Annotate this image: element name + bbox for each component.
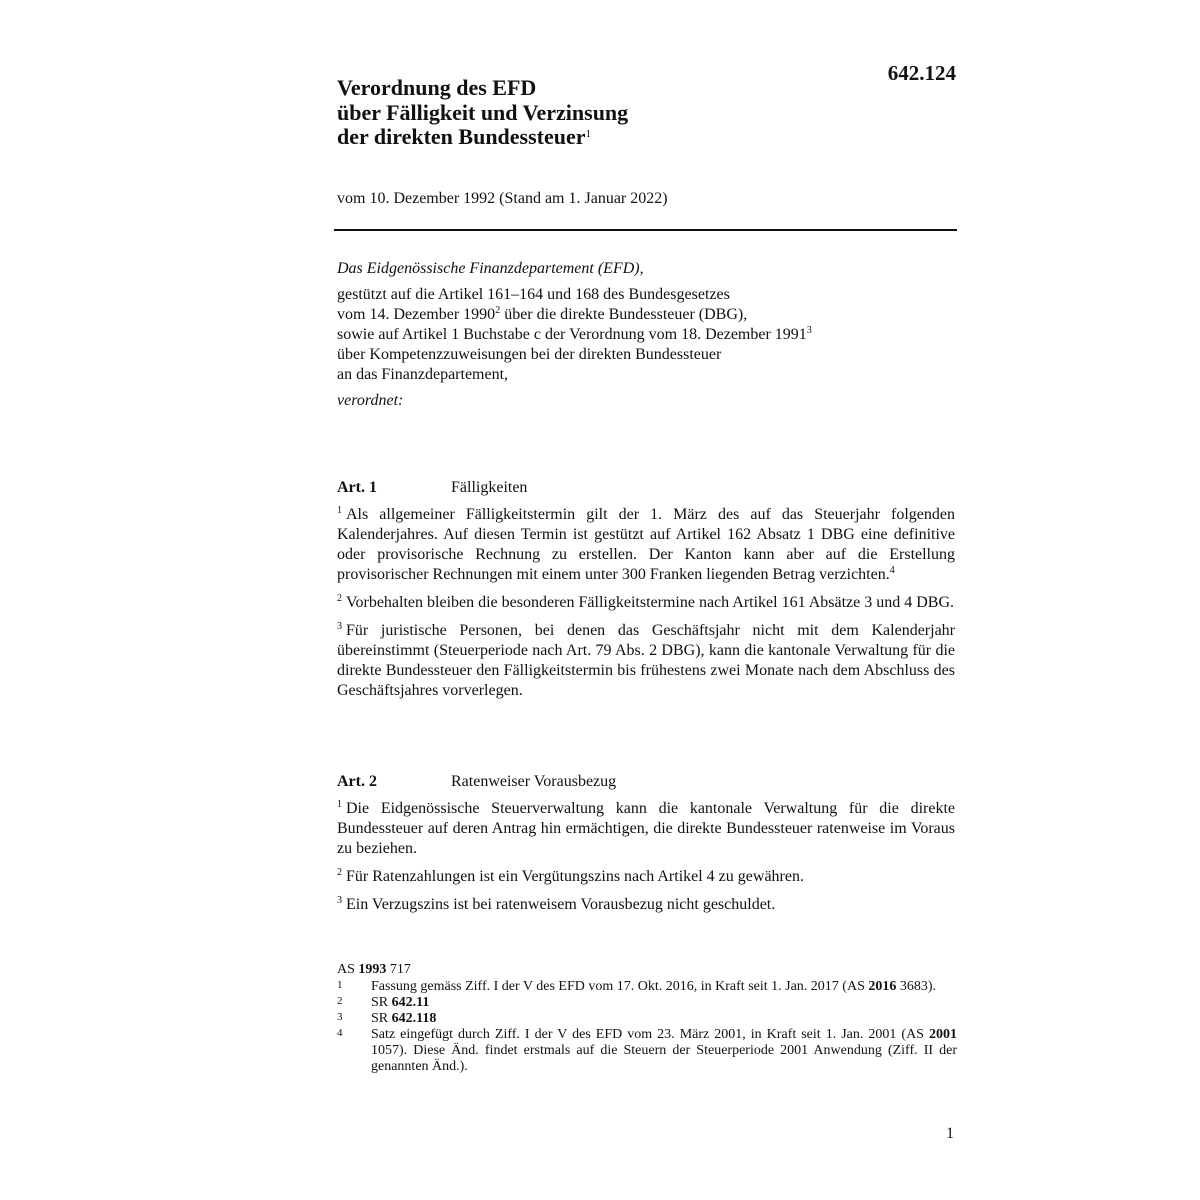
sr-number: 642.124 [887, 61, 956, 85]
footnote-number: 3 [337, 1011, 343, 1023]
article-header [337, 772, 955, 792]
preamble [337, 259, 957, 411]
footnote-text: SR 642.11 [371, 995, 430, 1010]
footnotes [337, 962, 957, 1075]
article-1 [337, 478, 955, 709]
footnote-1 [337, 979, 957, 995]
paragraph-number: 1 [337, 505, 342, 516]
footnote-3 [337, 1011, 957, 1027]
title-line-3: der direkten Bundessteuer$^1$ [337, 124, 592, 149]
paragraph: $^3$ Für juristische Personen, bei denen das Geschäftsjahr nicht mit dem Kalenderjahr übereinstimmt (Steuerperiode nach Art. 79 Abs. 2 DBG), kann die kantonale Verwaltung für die direkte Bundessteuer den Fälligkeitstermin bis frühestens zwei Monate nach dem Abschluss des Geschäftsjahres vorverlegen. [337, 621, 955, 699]
as-reference: AS 1993 717 [337, 962, 411, 977]
article-number: Art. 1 [337, 479, 377, 496]
paragraph-number: 2 [337, 593, 342, 604]
basis-line: an das Finanzdepartement, [337, 366, 509, 383]
title-line-1: Verordnung des EFD [337, 75, 537, 100]
article-2 [337, 772, 955, 923]
date-line: vom 10. Dezember 1992 (Stand am 1. Januar 2022) [337, 190, 668, 207]
paragraph-number: 2 [337, 867, 342, 878]
preamble-verordnet: verordnet: [337, 392, 404, 409]
paragraph: $^1$ Als allgemeiner Fälligkeitstermin gilt der 1. März des auf das Steuerjahr folgenden Kalenderjahres. Auf diesen Termin ist gestützt auf Artikel 162 Absatz 1 DBG eine definitive oder provisorische Rechnung zu erstellen. Der Kanton kann aber auf die Erstellung provisorischer Rechnungen mit einem unter 300 Franken liegenden Betrag verzichten.$^4$ [337, 505, 955, 583]
article-number: Art. 2 [337, 773, 377, 790]
basis-line: über Kompetenzzuweisungen bei der direkten Bundessteuer [337, 346, 722, 363]
basis-line: sowie auf Artikel 1 Buchstabe c der Verordnung vom 18. Dezember 1991$^3$ [337, 325, 812, 343]
paragraph: $^2$ Für Ratenzahlungen ist ein Vergütungszins nach Artikel 4 zu gewähren. [337, 867, 804, 885]
basis-line: gestützt auf die Artikel 161–164 und 168 des Bundesgesetzes [337, 286, 730, 303]
header-rule [334, 229, 957, 231]
title-footnote-ref[interactable]: 1 [585, 128, 592, 140]
footnote-text: SR 642.118 [371, 1011, 437, 1026]
footnote-2 [337, 995, 957, 1011]
paragraph: $^1$ Die Eidgenössische Steuerverwaltung kann die kantonale Verwaltung für die direkte Bundessteuer auf deren Antrag hin ermächtigen, die direkte Bundessteuer ratenweise im Voraus zu beziehen. [337, 799, 955, 857]
footnote-4 [337, 1027, 957, 1075]
footnote-text: Satz eingefügt durch Ziff. I der V des EFD vom 23. März 2001, in Kraft seit 1. Jan. 2001 (AS 2001 1057). Diese Änd. findet erstmals auf die Steuern der Steuerperiode 2001 Anwendung (Ziff. II der genannten Änd.). [371, 1027, 957, 1074]
paragraph: $^2$ Vorbehalten bleiben die besonderen Fälligkeitstermine nach Artikel 161 Absätze 3 und 4 DBG. [337, 593, 955, 611]
title-line-2: über Fälligkeit und Verzinsung [337, 99, 629, 125]
paragraph-number: 1 [337, 799, 342, 810]
footnote-ref-3[interactable]: 3 [806, 325, 812, 336]
footnote-number: 2 [337, 995, 343, 1007]
paragraph-number: 3 [337, 621, 342, 632]
footnote-number: 1 [337, 979, 343, 991]
paragraph-number: 3 [337, 895, 342, 906]
basis-line: vom 14. Dezember 1990$^2$ über die direkte Bundessteuer (DBG), [337, 305, 748, 323]
page-number: 1 [946, 1125, 954, 1142]
preamble-basis [337, 285, 957, 385]
footnote-ref-4[interactable]: 4 [889, 565, 895, 576]
footnote-number: 4 [337, 1027, 343, 1039]
article-heading: Fälligkeiten [451, 479, 528, 496]
footnote-ref-2[interactable]: 2 [495, 305, 501, 316]
document-title [337, 76, 628, 150]
article-heading: Ratenweiser Vorausbezug [451, 773, 617, 790]
footnote-text: Fassung gemäss Ziff. I der V des EFD vom 17. Okt. 2016, in Kraft seit 1. Jan. 2017 (AS 2016 3683). [371, 979, 937, 994]
preamble-authority: Das Eidgenössische Finanzdepartement (EFD), [337, 260, 644, 277]
paragraph: $^3$ Ein Verzugszins ist bei ratenweisem Vorausbezug nicht geschuldet. [337, 895, 776, 913]
article-header [337, 478, 955, 498]
